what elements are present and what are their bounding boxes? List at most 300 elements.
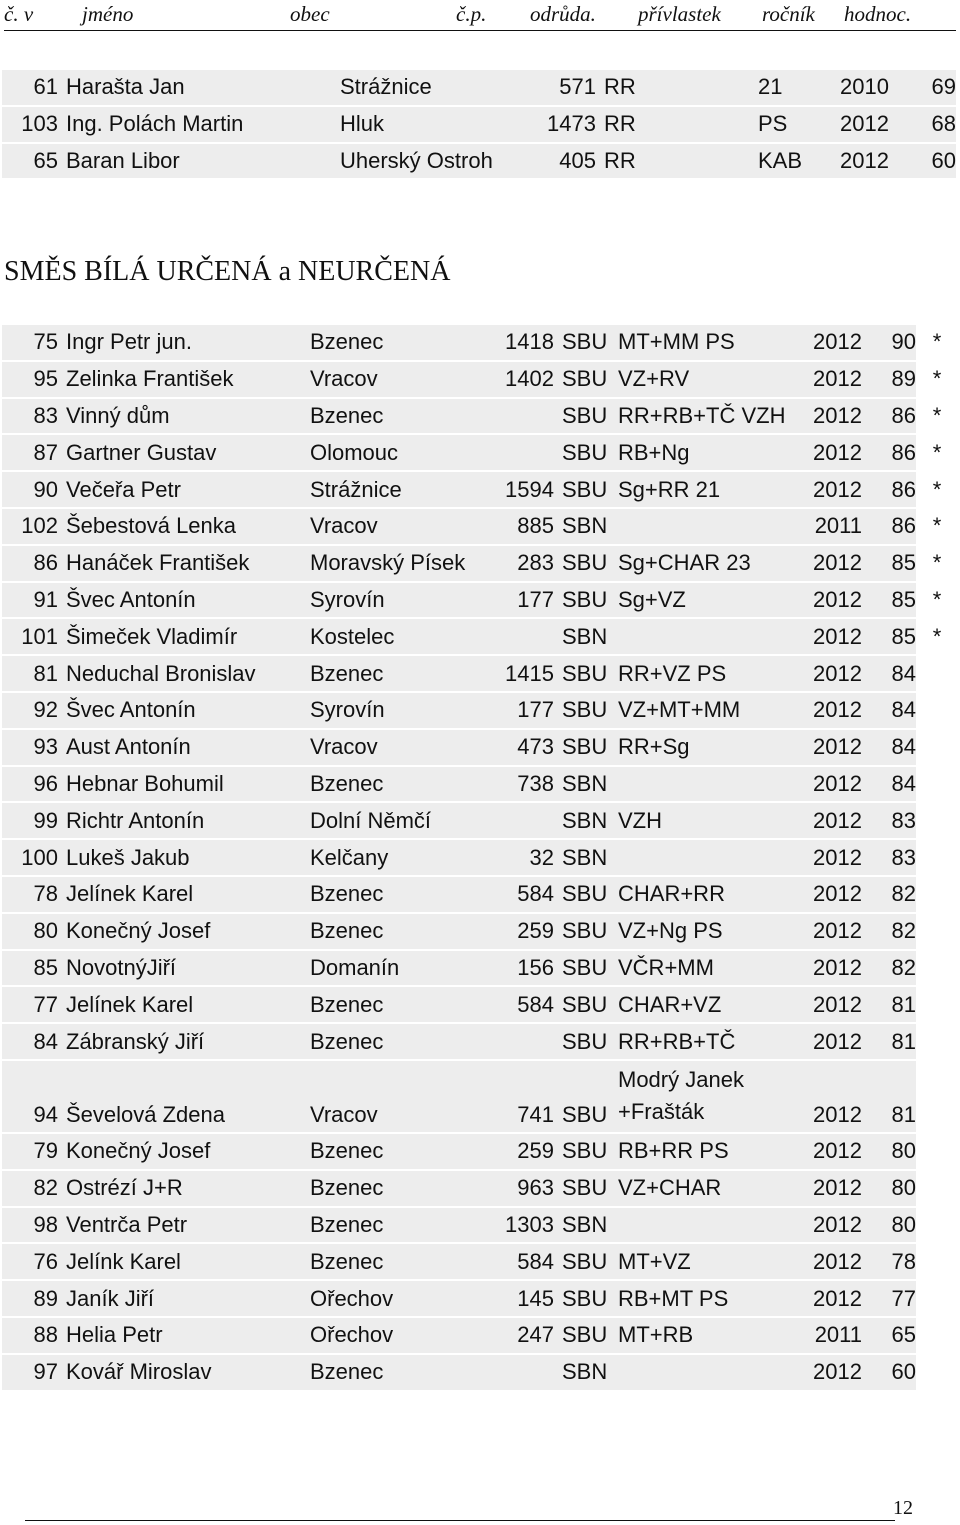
cell-rocnik: 2012 xyxy=(788,399,868,436)
cell-hodnoc: 86 xyxy=(868,399,916,436)
cell-mark xyxy=(916,1355,958,1392)
cell-rocnik: 2012 xyxy=(788,1171,868,1208)
cell-mark: * xyxy=(916,362,958,399)
table-row xyxy=(2,509,958,546)
header-privlastek: přívlastek xyxy=(638,2,721,26)
cell-rocnik: 2012 xyxy=(788,1281,868,1318)
cell-mark xyxy=(916,1061,958,1134)
cell-odruda: SBN xyxy=(554,803,610,840)
cell-mark xyxy=(916,1171,958,1208)
cell-hodnoc: 68 xyxy=(912,107,956,144)
cell-slozeni: RR+RB+TČ VZH xyxy=(610,399,788,436)
cell-slozeni xyxy=(610,840,788,877)
cell-cp: 584 xyxy=(490,877,554,914)
cell-rocnik: 2012 xyxy=(840,107,912,144)
table-row xyxy=(2,619,958,656)
cell-number: 98 xyxy=(2,1208,58,1245)
cell-number: 81 xyxy=(2,656,58,693)
cell-rocnik: 2012 xyxy=(788,1355,868,1392)
cell-cp: 473 xyxy=(490,730,554,767)
cell-rocnik: 2012 xyxy=(788,1208,868,1245)
cell-mark xyxy=(916,1024,958,1061)
cell-name: Neduchal Bronislav xyxy=(58,656,302,693)
cell-hodnoc: 86 xyxy=(868,435,916,472)
cell-slozeni xyxy=(610,509,788,546)
cell-name: Ing. Polách Martin xyxy=(58,107,340,144)
cell-odruda: RR xyxy=(596,107,694,144)
cell-mark xyxy=(916,840,958,877)
cell-odruda: SBN xyxy=(554,1355,610,1392)
cell-rocnik: 2012 xyxy=(788,730,868,767)
cell-name: Šimeček Vladimír xyxy=(58,619,302,656)
header-hodnoc: hodnoc. xyxy=(844,2,912,26)
cell-odruda: RR xyxy=(596,70,694,107)
cell-slozeni xyxy=(610,1208,788,1245)
cell-slozeni-line1: Modrý Janek xyxy=(618,1066,744,1092)
cell-name: Šebestová Lenka xyxy=(58,509,302,546)
cell-obec: Vracov xyxy=(302,362,490,399)
cell-odruda: SBU xyxy=(554,877,610,914)
cell-odruda: SBU xyxy=(554,914,610,951)
cell-cp: 741 xyxy=(490,1061,554,1134)
cell-cp: 584 xyxy=(490,1244,554,1281)
cell-hodnoc: 78 xyxy=(868,1244,916,1281)
cell-spacer xyxy=(694,107,758,144)
cell-name: Helia Petr xyxy=(58,1318,302,1355)
cell-cp: 32 xyxy=(490,840,554,877)
cell-number: 93 xyxy=(2,730,58,767)
cell-name: Ševelová Zdena xyxy=(58,1061,302,1134)
cell-number: 61 xyxy=(2,70,58,107)
cell-cp xyxy=(490,1024,554,1061)
cell-obec: Vracov xyxy=(302,509,490,546)
cell-hodnoc: 89 xyxy=(868,362,916,399)
cell-cp: 247 xyxy=(490,1318,554,1355)
cell-rocnik: 2012 xyxy=(788,840,868,877)
cell-rocnik: 2012 xyxy=(788,656,868,693)
cell-cp: 1303 xyxy=(490,1208,554,1245)
cell-cp: 1473 xyxy=(526,107,596,144)
cell-hodnoc: 84 xyxy=(868,693,916,730)
cell-mark xyxy=(916,1281,958,1318)
table-row xyxy=(2,1024,958,1061)
cell-obec: Bzenec xyxy=(302,1244,490,1281)
cell-number: 92 xyxy=(2,693,58,730)
table-row xyxy=(2,435,958,472)
cell-name: Konečný Josef xyxy=(58,914,302,951)
cell-hodnoc: 83 xyxy=(868,803,916,840)
cell-obec: Bzenec xyxy=(302,1171,490,1208)
cell-obec: Olomouc xyxy=(302,435,490,472)
cell-name: Harašta Jan xyxy=(58,70,340,107)
cell-cp xyxy=(490,399,554,436)
cell-slozeni: Sg+RR 21 xyxy=(610,472,788,509)
cell-hodnoc: 80 xyxy=(868,1134,916,1171)
cell-hodnoc: 90 xyxy=(868,325,916,362)
cell-hodnoc: 82 xyxy=(868,877,916,914)
cell-obec: Moravský Písek xyxy=(302,546,490,583)
cell-hodnoc: 80 xyxy=(868,1171,916,1208)
cell-cp: 145 xyxy=(490,1281,554,1318)
cell-number: 79 xyxy=(2,1134,58,1171)
cell-odruda: SBN xyxy=(554,1208,610,1245)
cell-name: Konečný Josef xyxy=(58,1134,302,1171)
cell-number: 87 xyxy=(2,435,58,472)
cell-cp: 405 xyxy=(526,144,596,181)
table-row xyxy=(2,987,958,1024)
cell-cp: 584 xyxy=(490,987,554,1024)
header-rocnik: ročník xyxy=(762,2,815,26)
table-row xyxy=(2,914,958,951)
table-row xyxy=(2,70,956,107)
cell-obec: Domanín xyxy=(302,951,490,988)
cell-obec: Syrovín xyxy=(302,583,490,620)
cell-hodnoc: 82 xyxy=(868,951,916,988)
header-cp: č.p. xyxy=(456,2,487,26)
header-jmeno: jméno xyxy=(82,2,134,26)
cell-name: Vinný dům xyxy=(58,399,302,436)
cell-hodnoc: 86 xyxy=(868,509,916,546)
cell-slozeni: RR+RB+TČ xyxy=(610,1024,788,1061)
cell-name: Hebnar Bohumil xyxy=(58,767,302,804)
cell-obec: Hluk xyxy=(340,107,526,144)
cell-obec: Uherský Ostroh xyxy=(340,144,526,181)
cell-name: Večeřa Petr xyxy=(58,472,302,509)
cell-obec: Ořechov xyxy=(302,1318,490,1355)
cell-name: Švec Antonín xyxy=(58,693,302,730)
cell-odruda: SBU xyxy=(554,399,610,436)
cell-obec: Vracov xyxy=(302,730,490,767)
table-row xyxy=(2,583,958,620)
cell-mark: * xyxy=(916,399,958,436)
cell-odruda: SBN xyxy=(554,840,610,877)
cell-slozeni: MT+MM PS xyxy=(610,325,788,362)
cell-cp: 885 xyxy=(490,509,554,546)
cell-obec: Bzenec xyxy=(302,1208,490,1245)
cell-name: Kovář Miroslav xyxy=(58,1355,302,1392)
cell-odruda: SBN xyxy=(554,619,610,656)
cell-hodnoc: 60 xyxy=(868,1355,916,1392)
cell-hodnoc: 84 xyxy=(868,656,916,693)
table-row xyxy=(2,1355,958,1392)
cell-mark: * xyxy=(916,472,958,509)
table-row xyxy=(2,840,958,877)
cell-hodnoc: 77 xyxy=(868,1281,916,1318)
cell-slozeni xyxy=(610,767,788,804)
cell-slozeni: CHAR+VZ xyxy=(610,987,788,1024)
cell-slozeni: VZH xyxy=(610,803,788,840)
cell-hodnoc: 84 xyxy=(868,767,916,804)
cell-mark xyxy=(916,987,958,1024)
cell-mark: * xyxy=(916,546,958,583)
cell-mark xyxy=(916,730,958,767)
cell-rocnik: 2010 xyxy=(840,70,912,107)
cell-rocnik: 2012 xyxy=(788,914,868,951)
table-row xyxy=(2,1134,958,1171)
cell-odruda: SBU xyxy=(554,951,610,988)
cell-hodnoc: 83 xyxy=(868,840,916,877)
cell-odruda: SBU xyxy=(554,1171,610,1208)
cell-obec: Bzenec xyxy=(302,914,490,951)
cell-rocnik: 2012 xyxy=(788,546,868,583)
cell-slozeni: RR+Sg xyxy=(610,730,788,767)
cell-privlastek: 21 xyxy=(758,70,840,107)
cell-mark xyxy=(916,803,958,840)
cell-number: 101 xyxy=(2,619,58,656)
table-row xyxy=(2,877,958,914)
table-row xyxy=(2,1281,958,1318)
cell-name: Hanáček František xyxy=(58,546,302,583)
table-row xyxy=(2,1171,958,1208)
cell-name: Janík Jiří xyxy=(58,1281,302,1318)
cell-rocnik: 2011 xyxy=(788,509,868,546)
table-row xyxy=(2,803,958,840)
cell-cp: 1418 xyxy=(490,325,554,362)
cell-odruda: SBU xyxy=(554,1061,610,1134)
cell-hodnoc: 84 xyxy=(868,730,916,767)
header-obec: obec xyxy=(290,2,330,26)
cell-number: 65 xyxy=(2,144,58,181)
cell-slozeni: Sg+VZ xyxy=(610,583,788,620)
header-odruda: odrůda. xyxy=(530,2,596,26)
cell-odruda: SBU xyxy=(554,987,610,1024)
cell-mark xyxy=(916,1318,958,1355)
cell-name: Lukeš Jakub xyxy=(58,840,302,877)
cell-slozeni xyxy=(610,1061,788,1134)
cell-obec: Bzenec xyxy=(302,656,490,693)
footer-rule xyxy=(25,1520,895,1521)
table-row xyxy=(2,693,958,730)
cell-rocnik: 2012 xyxy=(788,987,868,1024)
section-title: SMĚS BÍLÁ URČENÁ a NEURČENÁ xyxy=(4,256,451,287)
cell-odruda: RR xyxy=(596,144,694,181)
cell-number: 91 xyxy=(2,583,58,620)
cell-number: 84 xyxy=(2,1024,58,1061)
cell-name: Švec Antonín xyxy=(58,583,302,620)
cell-mark xyxy=(916,1244,958,1281)
results-table-top xyxy=(2,70,956,180)
cell-spacer xyxy=(694,144,758,181)
cell-cp: 738 xyxy=(490,767,554,804)
cell-rocnik: 2012 xyxy=(788,1061,868,1134)
cell-privlastek: PS xyxy=(758,107,840,144)
cell-mark xyxy=(916,1208,958,1245)
cell-obec: Dolní Němčí xyxy=(302,803,490,840)
table-row xyxy=(2,951,958,988)
cell-mark xyxy=(916,693,958,730)
cell-slozeni: VZ+Ng PS xyxy=(610,914,788,951)
cell-number: 90 xyxy=(2,472,58,509)
cell-odruda: SBU xyxy=(554,583,610,620)
cell-odruda: SBU xyxy=(554,362,610,399)
cell-number: 88 xyxy=(2,1318,58,1355)
cell-rocnik: 2012 xyxy=(788,619,868,656)
cell-slozeni xyxy=(610,1355,788,1392)
cell-mark: * xyxy=(916,583,958,620)
cell-slozeni: VČR+MM xyxy=(610,951,788,988)
cell-rocnik: 2012 xyxy=(788,325,868,362)
cell-hodnoc: 81 xyxy=(868,1061,916,1134)
cell-rocnik: 2011 xyxy=(788,1318,868,1355)
table-row xyxy=(2,144,956,181)
cell-odruda: SBU xyxy=(554,730,610,767)
cell-cp: 177 xyxy=(490,693,554,730)
table-row xyxy=(2,767,958,804)
cell-hodnoc: 80 xyxy=(868,1208,916,1245)
cell-obec: Kelčany xyxy=(302,840,490,877)
cell-rocnik: 2012 xyxy=(788,693,868,730)
cell-rocnik: 2012 xyxy=(788,803,868,840)
cell-mark xyxy=(916,951,958,988)
cell-odruda: SBU xyxy=(554,472,610,509)
cell-rocnik: 2012 xyxy=(788,472,868,509)
cell-number: 99 xyxy=(2,803,58,840)
cell-cp: 259 xyxy=(490,1134,554,1171)
cell-hodnoc: 60 xyxy=(912,144,956,181)
cell-hodnoc: 86 xyxy=(868,472,916,509)
cell-cp: 1594 xyxy=(490,472,554,509)
cell-mark xyxy=(916,767,958,804)
cell-cp: 1415 xyxy=(490,656,554,693)
table-row xyxy=(2,107,956,144)
table-row xyxy=(2,362,958,399)
cell-name: Zelinka František xyxy=(58,362,302,399)
cell-odruda: SBU xyxy=(554,656,610,693)
cell-cp xyxy=(490,619,554,656)
cell-name: Ostrézí J+R xyxy=(58,1171,302,1208)
table-row xyxy=(2,1244,958,1281)
cell-spacer xyxy=(694,70,758,107)
cell-cp: 571 xyxy=(526,70,596,107)
cell-rocnik: 2012 xyxy=(788,767,868,804)
results-table-smes xyxy=(2,325,958,1392)
cell-slozeni: CHAR+RR xyxy=(610,877,788,914)
cell-obec: Strážnice xyxy=(340,70,526,107)
cell-mark: * xyxy=(916,435,958,472)
cell-hodnoc: 82 xyxy=(868,914,916,951)
cell-slozeni: RB+Ng xyxy=(610,435,788,472)
cell-number: 96 xyxy=(2,767,58,804)
cell-number: 86 xyxy=(2,546,58,583)
cell-mark xyxy=(916,1134,958,1171)
cell-name: Baran Libor xyxy=(58,144,340,181)
cell-obec: Bzenec xyxy=(302,877,490,914)
cell-hodnoc: 69 xyxy=(912,70,956,107)
cell-cp: 259 xyxy=(490,914,554,951)
cell-hodnoc: 85 xyxy=(868,619,916,656)
cell-cp: 156 xyxy=(490,951,554,988)
cell-number: 85 xyxy=(2,951,58,988)
cell-mark: * xyxy=(916,509,958,546)
cell-name: Aust Antonín xyxy=(58,730,302,767)
page-number: 12 xyxy=(893,1497,913,1519)
cell-cp xyxy=(490,435,554,472)
cell-hodnoc: 65 xyxy=(868,1318,916,1355)
cell-number: 97 xyxy=(2,1355,58,1392)
cell-rocnik: 2012 xyxy=(788,1134,868,1171)
cell-number: 83 xyxy=(2,399,58,436)
cell-number: 80 xyxy=(2,914,58,951)
cell-number: 94 xyxy=(2,1061,58,1134)
cell-number: 78 xyxy=(2,877,58,914)
cell-rocnik: 2012 xyxy=(788,1024,868,1061)
cell-odruda: SBU xyxy=(554,325,610,362)
cell-name: Gartner Gustav xyxy=(58,435,302,472)
cell-name: NovotnýJiří xyxy=(58,951,302,988)
cell-slozeni: MT+VZ xyxy=(610,1244,788,1281)
cell-slozeni: MT+RB xyxy=(610,1318,788,1355)
cell-mark xyxy=(916,877,958,914)
cell-slozeni: VZ+MT+MM xyxy=(610,693,788,730)
cell-rocnik: 2012 xyxy=(788,951,868,988)
cell-cp: 177 xyxy=(490,583,554,620)
cell-mark xyxy=(916,914,958,951)
table-row xyxy=(2,1318,958,1355)
table-row xyxy=(2,325,958,362)
cell-rocnik: 2012 xyxy=(840,144,912,181)
cell-odruda: SBU xyxy=(554,1024,610,1061)
cell-obec: Bzenec xyxy=(302,325,490,362)
cell-hodnoc: 85 xyxy=(868,546,916,583)
column-header-line xyxy=(4,0,956,31)
cell-odruda: SBN xyxy=(554,767,610,804)
cell-slozeni-line2: +Frašták xyxy=(618,1098,705,1124)
cell-name: Jelínk Karel xyxy=(58,1244,302,1281)
cell-number: 75 xyxy=(2,325,58,362)
cell-rocnik: 2012 xyxy=(788,583,868,620)
cell-odruda: SBU xyxy=(554,435,610,472)
cell-odruda: SBN xyxy=(554,509,610,546)
table-row xyxy=(2,546,958,583)
cell-number: 77 xyxy=(2,987,58,1024)
cell-name: Zábranský Jiří xyxy=(58,1024,302,1061)
cell-privlastek: KAB xyxy=(758,144,840,181)
cell-rocnik: 2012 xyxy=(788,362,868,399)
cell-rocnik: 2012 xyxy=(788,435,868,472)
cell-obec: Bzenec xyxy=(302,767,490,804)
cell-number: 103 xyxy=(2,107,58,144)
cell-obec: Bzenec xyxy=(302,399,490,436)
cell-obec: Kostelec xyxy=(302,619,490,656)
cell-number: 95 xyxy=(2,362,58,399)
cell-odruda: SBU xyxy=(554,1244,610,1281)
cell-hodnoc: 85 xyxy=(868,583,916,620)
cell-number: 89 xyxy=(2,1281,58,1318)
cell-number: 76 xyxy=(2,1244,58,1281)
cell-name: Jelínek Karel xyxy=(58,877,302,914)
cell-obec: Ořechov xyxy=(302,1281,490,1318)
cell-name: Richtr Antonín xyxy=(58,803,302,840)
table-row xyxy=(2,656,958,693)
cell-slozeni xyxy=(610,619,788,656)
cell-obec: Bzenec xyxy=(302,1355,490,1392)
cell-mark: * xyxy=(916,619,958,656)
cell-odruda: SBU xyxy=(554,1281,610,1318)
cell-name: Ingr Petr jun. xyxy=(58,325,302,362)
table-row xyxy=(2,1061,958,1134)
cell-odruda: SBU xyxy=(554,1134,610,1171)
table-row xyxy=(2,730,958,767)
cell-hodnoc: 81 xyxy=(868,987,916,1024)
cell-odruda: SBU xyxy=(554,546,610,583)
cell-cp xyxy=(490,1355,554,1392)
cell-slozeni: RB+MT PS xyxy=(610,1281,788,1318)
cell-cp: 283 xyxy=(490,546,554,583)
cell-slozeni: RB+RR PS xyxy=(610,1134,788,1171)
cell-obec: Vracov xyxy=(302,1061,490,1134)
table-row xyxy=(2,472,958,509)
cell-number: 82 xyxy=(2,1171,58,1208)
